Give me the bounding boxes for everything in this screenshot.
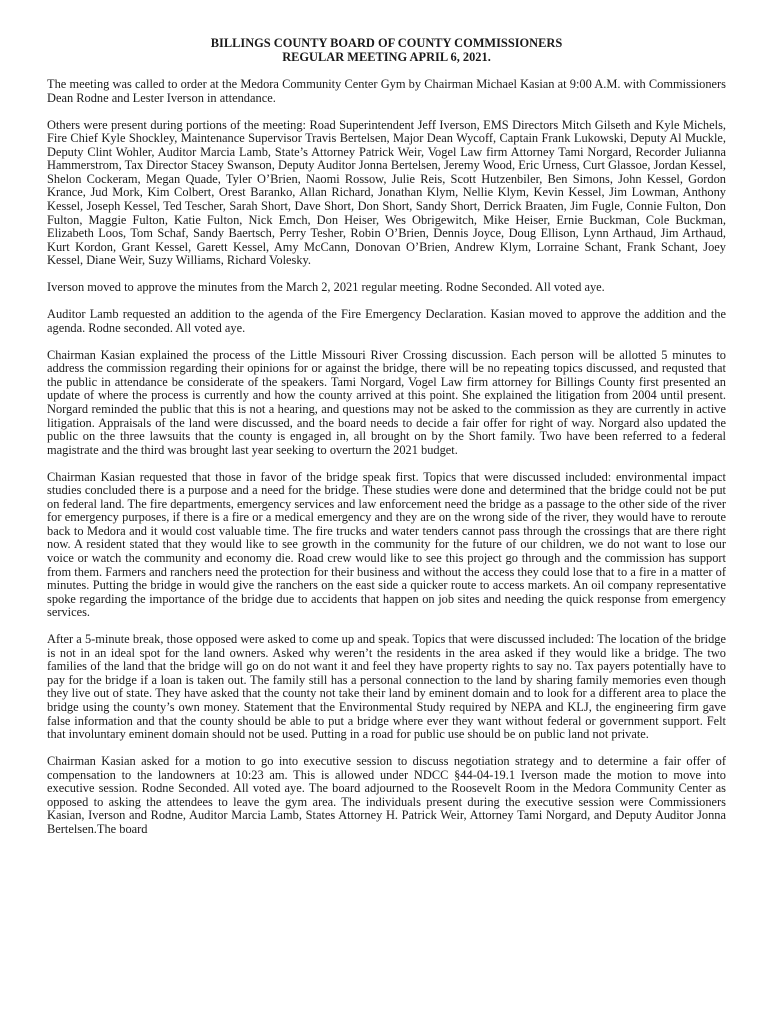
paragraph-executive-session: Chairman Kasian asked for a motion to go into executive session to discuss negotiation strategy and to determine a fair offer of compensation to the landowners at 10:23 am. This is allowed under NDCC §44-04-19.1 Iverson made the motion to move into executive session. Rodne Seconded. All voted aye. The board adjourned to the Roosevelt Room in the Medora Community Center as opposed to asking the attendees to leave the gym area. The individuals present during the executive session were Commissioners Kasian, Iverson and Rodne, Auditor Marcia Lamb, States Attorney H. Patrick Weir, Attorney Tami Norgard, and Deputy Auditor Jonna Bertelsen.The board <box>47 754 726 836</box>
paragraph-minutes-approval: Iverson moved to approve the minutes from the March 2, 2021 regular meeting. Rodne Seconded. All voted aye. <box>47 280 605 295</box>
paragraph-call-to-order: The meeting was called to order at the Medora Community Center Gym by Chairman Michael Kasian at 9:00 A.M. with Commissioners Dean Rodne and Lester Iverson in attendance. <box>47 77 726 105</box>
paragraph-attendees: Others were present during portions of the meeting: Road Superintendent Jeff Iverson, EMS Directors Mitch Gilseth and Kyle Michels, Fire Chief Kyle Shockley, Maintenance Supervisor Travis Bertelsen, Major Dean Wycoff, Captain Frank Lukowski, Deputy Al Muckle, Deputy Clint Wohler, Auditor Marcia Lamb, State’s Attorney Patrick Weir, Vogel Law firm Attorney Tami Norgard, Recorder Julianna Hammerstrom, Tax Director Stacey Swanson, Deputy Auditor Jonna Bertelsen, Jeremy Wood, Eric Urness, Curt Glassoe, Jordan Kessel, Shelon Cockeram, Megan Quade, Tyler O’Brien, Naomi Rossow, Julie Reis, Scott Hutzenbiler, Ben Simons, John Kessel, Gordon Krance, Jud Mork, Kim Colbert, Orest Baranko, Allan Richard, Jonathan Klym, Nellie Klym, Kevin Kessel, Jim Lowman, Anthony Kessel, Joseph Kessel, Ted Tescher, Sarah Short, Dave Short, Don Short, Sandy Short, Derrick Braaten, Jim Fugle, Connie Fulton, Don Fulton, Maggie Fulton, Katie Fulton, Nick Emch, Don Heiser, Wes Obrigewitch, Mike Heiser, Ernie Buckman, Cole Buckman, Elizabeth Loos, Tom Schaf, Sandy Baertsch, Perry Tesher, Robin O’Brien, Dennis Joyce, Doug Ellison, Lynn Arthaud, Jim Arthaud, Kurt Kordon, Grant Kessel, Garett Kessel, Amy McCann, Donovan O’Brien, Andrew Klym, Lorraine Schant, Frank Schant, Joey Kessel, Diane Weir, Suzy Williams, Richard Volesky. <box>47 117 726 268</box>
document-title-line-2: REGULAR MEETING APRIL 6, 2021. <box>282 49 491 64</box>
paragraph-opposed-topics: After a 5-minute break, those opposed were asked to come up and speak. Topics that were discussed included: The location of the bridge is not in an ideal spot for the land owners. Asked why weren’t the residents in the area asked if they would like a bridge. The two families of the land that the bridge will go on do not want it and feel they have property rights to say no. Tax payers potentially have to pay for the bridge if a loan is taken out. The family still has a personal connection to the land by sharing family memories even though they live out of state. They have asked that the county not take their land by eminent domain and to look for a different area to place the bridge using the county’s own money. Statement that the Environmental Study required by NEPA and KLJ, the engineering firm gave false information and that the county should be able to put a bridge where ever they want without federal or government support. Felt that involuntary eminent domain should not be used. Putting in a road for public use should be on public land not private. <box>47 632 726 742</box>
paragraph-agenda-addition: Auditor Lamb requested an addition to the agenda of the Fire Emergency Declaration. Kasian moved to approve the addition and the agenda. Rodne seconded. All voted aye. <box>47 307 726 335</box>
paragraph-in-favor-topics: Chairman Kasian requested that those in favor of the bridge speak first. Topics that were discussed included: environmental impact studies concluded there is a purpose and a need for the bridge. These studies were done and determined that the bridge could not be put on federal land. The fire departments, emergency services and law enforcement need the bridge as a passage to the other side of the river for emergency purposes, if there is a fire or a medical emergency and they are on the wrong side of the river, they would have to reroute back to Medora and it would cost valuable time. The fire trucks and water tenders cannot pass through the crossings that are there right now. A resident stated that they would like to see growth in the community for the future of our children, we do not want to lose our voice or watch the community and economy die. Road crew would like to see this project go through and the commission has support from them. Farmers and ranchers need the protection for their business and without the access they could lose that to a fire in a matter of minutes. Putting the bridge in would give the ranchers on the east side a quicker route to access markets. An oil company representative spoke regarding the importance of the bridge due to accidents that happen on job sites and needing the quick response from emergency services. <box>47 469 726 620</box>
paragraph-river-crossing-process: Chairman Kasian explained the process of the Little Missouri River Crossing discussion. Each person will be allotted 5 minutes to address the commission regarding their opinions for or against the bridge, there will be no repeating topics discussed, and requsted that the public in attendance be considerate of the speakers. Tami Norgard, Vogel Law firm attorney for Billings County first presented an update of where the process is currently and how the county arrived at this point. She explained the litigation from 2004 until present. Norgard reminded the public that this is not a hearing, and questions may not be asked to the commission as they are currently in active litigation. Appraisals of the land were discussed, and the board needs to decide a fair offer for right of way. Norgard also updated the public on the three lawsuits that the county is engaged in, all brought on by the Short family. Two have been referred to a federal magistrate and the third was brought last year seeking to overturn the 2021 budget. <box>47 347 726 457</box>
document-title-line-1: BILLINGS COUNTY BOARD OF COUNTY COMMISSIONERS <box>210 36 563 50</box>
minutes-document <box>47 37 726 850</box>
